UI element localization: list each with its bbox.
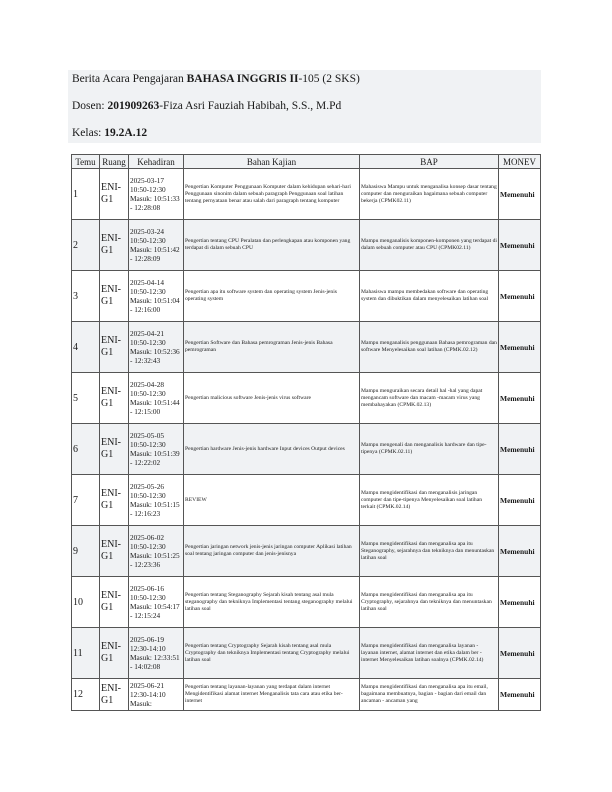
bap-cell: Mampu menguraikan secara detail hal -hal yang dapat mengancam software dan macam -macam virus yang membahayakan (CPMK.02.13): [360, 373, 499, 424]
ruang-cell: ENI-G1: [100, 169, 129, 220]
col-header-temu: Temu: [72, 155, 100, 169]
kelas-label: Kelas:: [72, 127, 105, 139]
temu-cell: 4: [72, 322, 100, 373]
monev-cell: Memenuhi: [499, 322, 541, 373]
monev-cell: Memenuhi: [499, 169, 541, 220]
table-row: [72, 526, 541, 577]
bap-cell: Mampu mengidentifikasi dan menganalisa layanan - layanan internet, alamat internet dan etika dalam ber - internet Menyelesaikan latihan soalnya (CPMK.02.14): [360, 628, 499, 679]
bap-cell: Mampu mengidentifikasi dan menganalisa apa itu email, bagaimana membuatnya, bagian - bagian dari email dan ancaman - ancaman yang: [360, 679, 499, 711]
table-row: [72, 220, 541, 271]
course-suffix: -105 (2 SKS): [298, 73, 360, 85]
ruang-cell: ENI-G1: [100, 322, 129, 373]
kehadiran-cell: 2025-03-17 10:50-12:30 Masuk: 10:51:33 - 12:28:08: [129, 169, 184, 220]
bahan-kajian-cell: Pengertian jaringan network jenis-jenis jaringan computer Aplikasi latihan soal tentang jaringan computer dan jenis-jenisnya: [184, 526, 360, 577]
monev-cell: Memenuhi: [499, 628, 541, 679]
temu-cell: 12: [72, 679, 100, 711]
col-header-monev: MONEV: [499, 155, 541, 169]
dosen-line: [72, 100, 341, 112]
monev-cell: Memenuhi: [499, 526, 541, 577]
bahan-kajian-cell: Pengertian tentang CPU Peralatan dan perlengkapan atau komponen yang terdapat di dalam sebuah CPU: [184, 220, 360, 271]
monev-cell: Memenuhi: [499, 373, 541, 424]
table-row: [72, 271, 541, 322]
temu-cell: 2: [72, 220, 100, 271]
table-row: [72, 628, 541, 679]
table-header-row: [72, 155, 541, 169]
temu-cell: 7: [72, 475, 100, 526]
temu-cell: 11: [72, 628, 100, 679]
table-row: [72, 322, 541, 373]
col-header-ruang: Ruang: [100, 155, 129, 169]
temu-cell: 10: [72, 577, 100, 628]
temu-cell: 5: [72, 373, 100, 424]
kehadiran-cell: 2025-04-21 10:50-12:30 Masuk: 10:52:36 - 12:32:43: [129, 322, 184, 373]
ruang-cell: ENI-G1: [100, 271, 129, 322]
kelas-value: 19.2A.12: [104, 127, 148, 139]
temu-cell: 9: [72, 526, 100, 577]
table-row: [72, 373, 541, 424]
bahan-kajian-cell: Pengertian tentang Cryptography Sejarah kisah tentang asal mula Cryptography dan tekniknya Implementasi tentang Cryptography melalui latihan soal: [184, 628, 360, 679]
bahan-kajian-cell: Pengertian malicious software Jenis-jenis virus software: [184, 373, 360, 424]
bap-cell: Mampu mengidentifikasi dan menganalisa apa itu Cryptography, sejarahnya dan tekniknya dan menuntaskan latihan soal: [360, 577, 499, 628]
col-header-bahan-kajian: Bahan Kajian: [184, 155, 360, 169]
kehadiran-cell: 2025-06-21 12:30-14:10 Masuk:: [129, 679, 184, 711]
ruang-cell: ENI-G1: [100, 424, 129, 475]
col-header-kehadiran: Kehadiran: [129, 155, 184, 169]
monev-cell: Memenuhi: [499, 220, 541, 271]
bap-cell: Mampu mengidentifikasi dan menganalisis jaringan computer dan tipe-tipenya Menyelesaikan soal latihan terkait (CPMK.02.14): [360, 475, 499, 526]
table-row: [72, 577, 541, 628]
monev-cell: Memenuhi: [499, 679, 541, 711]
kehadiran-cell: 2025-04-28 10:50-12:30 Masuk: 10:51:44 - 12:15:00: [129, 373, 184, 424]
bap-cell: Mampu menganalisis komponen-komponen yang terdapat di dalam sebuah computer atau CPU (CPMK02.11): [360, 220, 499, 271]
bahan-kajian-cell: Pengertian tentang layanan-layanan yang terdapat dalam internet Mengidentifikasi alamat internet Menganalisis tata cara atau etika ber-internet: [184, 679, 360, 711]
course-name: BAHASA INGGRIS II: [186, 73, 299, 85]
kehadiran-cell: 2025-05-26 10:50-12:30 Masuk: 10:51:15 - 12:16:23: [129, 475, 184, 526]
dosen-nip: 201909263: [107, 100, 160, 112]
table-row: [72, 475, 541, 526]
kehadiran-cell: 2025-03-24 10:50-12:30 Masuk: 10:51:42 - 12:28:09: [129, 220, 184, 271]
dosen-name: -Fiza Asri Fauziah Habibah, S.S., M.Pd: [159, 100, 342, 112]
bap-table: [71, 154, 541, 711]
header-panel: [68, 70, 541, 143]
ruang-cell: ENI-G1: [100, 220, 129, 271]
bahan-kajian-cell: Pengertian Software dan Bahasa pemrograman Jenis-jenis Bahasa pemrograman: [184, 322, 360, 373]
table-row: [72, 679, 541, 711]
kehadiran-cell: 2025-06-16 10:50-12:30 Masuk: 10:54:17 - 12:15:24: [129, 577, 184, 628]
ruang-cell: ENI-G1: [100, 628, 129, 679]
dosen-label: Dosen:: [72, 100, 108, 112]
monev-cell: Memenuhi: [499, 577, 541, 628]
temu-cell: 3: [72, 271, 100, 322]
kehadiran-cell: 2025-05-05 10:50-12:30 Masuk: 10:51:39 - 12:22:02: [129, 424, 184, 475]
course-title-line: [72, 73, 360, 85]
ruang-cell: ENI-G1: [100, 577, 129, 628]
bahan-kajian-cell: Pengertian apa itu software system dan operating system Jenis-jenis operating system: [184, 271, 360, 322]
temu-cell: 1: [72, 169, 100, 220]
ruang-cell: ENI-G1: [100, 475, 129, 526]
bahan-kajian-cell: Pengertian Komputer Penggunaan Komputer dalam kehidupan sehari-hari Penggunaan sinonim dalam sebuah paragraph Penggunaan soal latihan tentang pernyataan benar atau salah dari paragraph tentang komputer: [184, 169, 360, 220]
ruang-cell: ENI-G1: [100, 373, 129, 424]
kehadiran-cell: 2025-04-14 10:50-12:30 Masuk: 10:51:04 - 12:16:00: [129, 271, 184, 322]
ruang-cell: ENI-G1: [100, 526, 129, 577]
bahan-kajian-cell: Pengertian tentang Steganography Sejarah kisah tentang asal mula steganography dan tekniknya Implementasi tentang steganography melalui latihan soal: [184, 577, 360, 628]
temu-cell: 6: [72, 424, 100, 475]
monev-cell: Memenuhi: [499, 271, 541, 322]
bahan-kajian-cell: Pengertian hardware Jenis-jenis hardware Input devices Output devices: [184, 424, 360, 475]
table-row: [72, 424, 541, 475]
monev-cell: Memenuhi: [499, 475, 541, 526]
bahan-kajian-cell: REVIEW: [184, 475, 360, 526]
bap-cell: Mampu mengidentifikasi dan menganalisa apa itu Steganography, sejarahnya dan tekniknya dan menuntaskan latihan soal: [360, 526, 499, 577]
bap-cell: Mampu menganalisis penggunaan Bahasa pemrograman dan software Menyelesaikan soal latihan (CPMK.02.12): [360, 322, 499, 373]
bap-cell: Mampu mengenali dan menganalisis hardware dan tipe-tipenya (CPMK.02.11): [360, 424, 499, 475]
bap-cell: Mahasiswa Mampu untuk menganalisa konsep dasar tentang computer dan menguraikan bagaimana sebuah computer bekerja (CPMK02.11): [360, 169, 499, 220]
monev-cell: Memenuhi: [499, 424, 541, 475]
kelas-line: [72, 127, 147, 139]
course-prefix: Berita Acara Pengajaran: [72, 73, 187, 85]
kehadiran-cell: 2025-06-19 12:30-14:10 Masuk: 12:33:51 - 14:02:08: [129, 628, 184, 679]
col-header-bap: BAP: [360, 155, 499, 169]
table-row: [72, 169, 541, 220]
ruang-cell: ENI-G1: [100, 679, 129, 711]
bap-cell: Mahasiswa mampu membedakan software dan operating system dan dibuktikan dalam menyelesaikan latihan soal: [360, 271, 499, 322]
kehadiran-cell: 2025-06-02 10:50-12:30 Masuk: 10:51:25 - 12:23:36: [129, 526, 184, 577]
